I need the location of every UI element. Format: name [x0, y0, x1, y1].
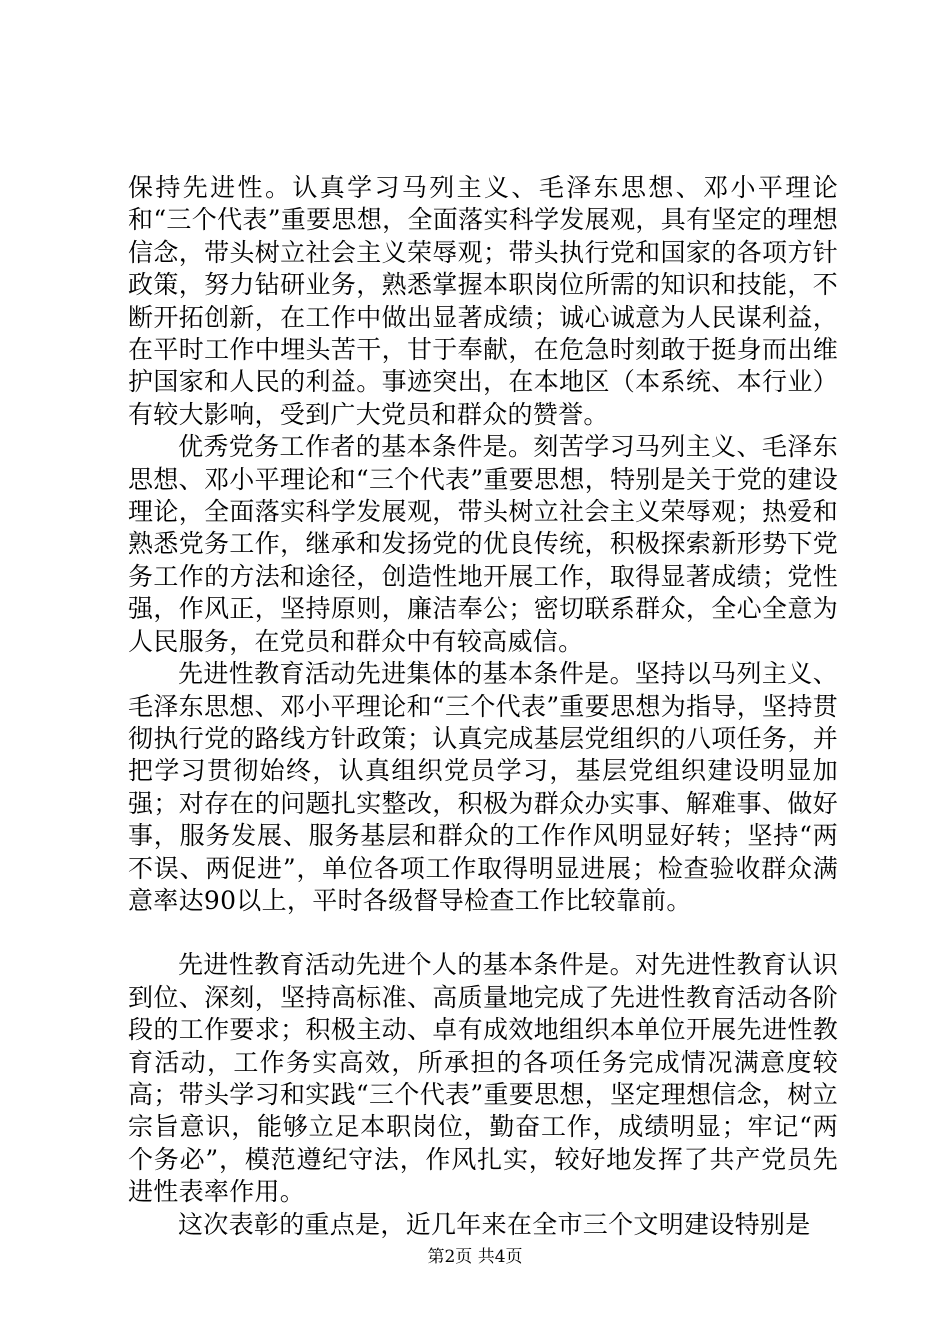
paragraph-4: 先进性教育活动先进个人的基本条件是。对先进性教育认识到位、深刻，坚持高标准、高质量地完成了先进性教育活动各阶段的工作要求；积极主动、卓有成效地组织本单位开展先进性教育活动，工作务实高效，所承担的各项任务完成情况满意度较高；带头学习和实践“三个代表”重要思想，坚定理想信念，树立宗旨意识，能够立足本职岗位，勤奋工作，成绩明显；牢记“两个务必”，模范遵纪守法，作风扎实，较好地发挥了共产党员先进性表率作用。 — [128, 950, 838, 1207]
paragraph-5: 这次表彰的重点是，近几年来在全市三个文明建设特别是 — [178, 1209, 811, 1239]
document-body — [128, 172, 838, 1241]
paragraph-gap — [128, 917, 838, 949]
paragraph-2: 优秀党务工作者的基本条件是。刻苦学习马列主义、毛泽东思想、邓小平理论和“三个代表”重要思想，特别是关于党的建设理论，全面落实科学发展观，带头树立社会主义荣辱观；热爱和熟悉党务工作，继承和发扬党的优良传统，积极探索新形势下党务工作的方法和途径，创造性地开展工作，取得显著成绩；党性强，作风正，坚持原则，廉洁奉公；密切联系群众，全心全意为人民服务，在党员和群众中有较高威信。 — [128, 432, 838, 656]
paragraph-1: 保持先进性。认真学习马列主义、毛泽东思想、邓小平理论和“三个代表”重要思想，全面落实科学发展观，具有坚定的理想信念，带头树立社会主义荣辱观；带头执行党和国家的各项方针政策，努力钻研业务，熟悉掌握本职岗位所需的知识和技能，不断开拓创新，在工作中做出显著成绩；诚心诚意为人民谋利益，在平时工作中埋头苦干，甘于奉献，在危急时刻敢于挺身而出维护国家和人民的利益。事迹突出，在本地区（本系统、本行业）有较大影响，受到广大党员和群众的赞誉。 — [128, 173, 838, 429]
page-number-footer: 第2页 共4页 — [427, 1247, 523, 1267]
paragraph-3: 先进性教育活动先进集体的基本条件是。坚持以马列主义、毛泽东思想、邓小平理论和“三个代表”重要思想为指导，坚持贯彻执行党的路线方针政策；认真完成基层党组织的八项任务，并把学习贯彻始终，认真组织党员学习，基层党组织建设明显加强；对存在的问题扎实整改，积极为群众办实事、解难事、做好事，服务发展、服务基层和群众的工作作风明显好转；坚持“两不误、两促进”，单位各项工作取得明显进展；检查验收群众满意率达90以上，平时各级督导检查工作比较靠前。 — [128, 659, 838, 915]
